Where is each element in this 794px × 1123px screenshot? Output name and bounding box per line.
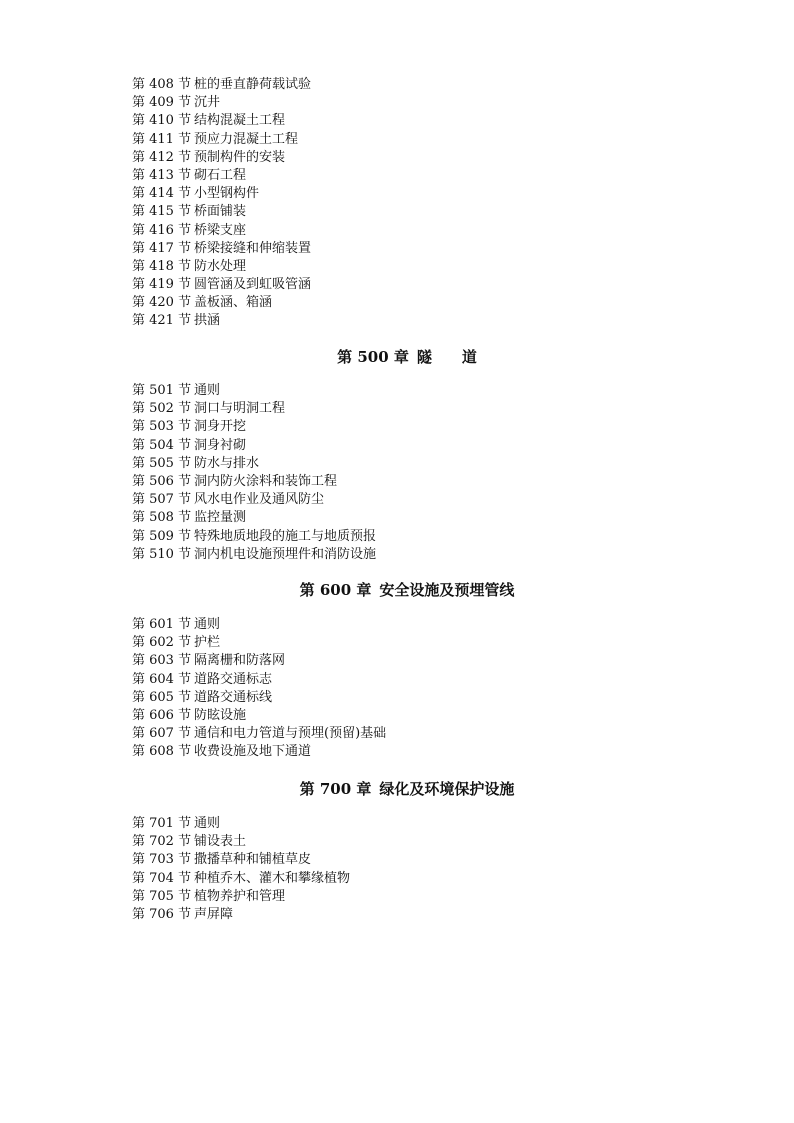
list-item bbox=[132, 546, 652, 564]
list-item bbox=[132, 725, 652, 743]
section-title: 洞身衬砌 bbox=[194, 437, 247, 453]
section-title: 拱涵 bbox=[194, 313, 221, 329]
section-title: 防眩设施 bbox=[194, 707, 247, 723]
section-number: 第 510 节 bbox=[132, 546, 192, 562]
list-item bbox=[132, 707, 652, 725]
list-item bbox=[132, 400, 652, 418]
list-item bbox=[132, 851, 652, 869]
list-item bbox=[132, 815, 652, 833]
section-list-500 bbox=[132, 382, 652, 564]
list-item bbox=[132, 276, 652, 294]
section-title: 沉井 bbox=[194, 95, 221, 111]
section-number: 第 505 节 bbox=[132, 455, 192, 471]
section-number: 第 418 节 bbox=[132, 258, 192, 274]
list-item bbox=[132, 418, 652, 436]
list-item bbox=[132, 312, 652, 330]
section-number: 第 607 节 bbox=[132, 726, 192, 742]
section-number: 第 701 节 bbox=[132, 816, 192, 831]
list-item bbox=[132, 616, 652, 634]
section-title: 特殊地质地段的施工与地质预报 bbox=[194, 528, 377, 544]
section-number: 第 417 节 bbox=[132, 240, 192, 256]
section-number: 第 603 节 bbox=[132, 653, 192, 669]
list-item bbox=[132, 167, 652, 185]
section-title: 预应力混凝土工程 bbox=[194, 131, 299, 147]
section-number: 第 706 节 bbox=[132, 906, 192, 922]
section-title: 道路交通标志 bbox=[194, 671, 273, 687]
section-number: 第 704 节 bbox=[132, 870, 192, 886]
section-title: 预制构件的安装 bbox=[194, 149, 286, 165]
section-title: 风水电作业及通风防尘 bbox=[194, 492, 325, 508]
section-title: 植物养护和管理 bbox=[194, 888, 286, 904]
list-item bbox=[132, 743, 652, 761]
section-title: 洞口与明洞工程 bbox=[194, 401, 286, 417]
section-title: 圆管涵及到虹吸管涵 bbox=[194, 277, 312, 293]
chapter-number: 第 500 章 bbox=[337, 348, 409, 366]
section-title: 洞内防火涂料和装饰工程 bbox=[194, 473, 338, 489]
section-title: 小型钢构件 bbox=[194, 186, 260, 202]
section-title: 防水与排水 bbox=[194, 455, 260, 471]
section-title: 撒播草种和铺植草皮 bbox=[194, 852, 312, 868]
section-title: 洞内机电设施预埋件和消防设施 bbox=[194, 546, 377, 562]
section-title: 结构混凝土工程 bbox=[194, 113, 286, 129]
list-item bbox=[132, 689, 652, 707]
section-number: 第 606 节 bbox=[132, 707, 192, 723]
chapter-title: 隧 道 bbox=[416, 348, 477, 366]
list-item bbox=[132, 94, 652, 112]
section-number: 第 501 节 bbox=[132, 383, 192, 398]
list-item bbox=[132, 76, 652, 94]
section-list-700 bbox=[132, 815, 652, 924]
section-number: 第 602 节 bbox=[132, 635, 192, 651]
section-title: 洞身开挖 bbox=[194, 419, 247, 435]
section-number: 第 420 节 bbox=[132, 295, 192, 311]
list-item bbox=[132, 528, 652, 546]
section-number: 第 416 节 bbox=[132, 222, 192, 238]
section-number: 第 504 节 bbox=[132, 437, 192, 453]
section-number: 第 605 节 bbox=[132, 689, 192, 705]
chapter-number: 第 600 章 bbox=[299, 581, 372, 599]
section-number: 第 702 节 bbox=[132, 834, 192, 850]
section-title: 防水处理 bbox=[194, 258, 247, 274]
chapter-heading-600 bbox=[132, 579, 682, 601]
list-item bbox=[132, 203, 652, 221]
list-item bbox=[132, 634, 652, 652]
list-item bbox=[132, 888, 652, 906]
chapter-heading-500 bbox=[132, 346, 682, 368]
chapter-title: 安全设施及预埋管线 bbox=[379, 581, 515, 599]
section-title: 砌石工程 bbox=[194, 167, 247, 183]
list-item bbox=[132, 491, 652, 509]
section-number: 第 412 节 bbox=[132, 149, 192, 165]
section-title: 收费设施及地下通道 bbox=[194, 744, 312, 760]
section-number: 第 604 节 bbox=[132, 671, 192, 687]
section-title: 监控量测 bbox=[194, 510, 247, 526]
section-title: 种植乔木、灌木和攀缘植物 bbox=[194, 870, 351, 886]
section-title: 道路交通标线 bbox=[194, 689, 273, 705]
section-number: 第 502 节 bbox=[132, 401, 192, 417]
section-number: 第 601 节 bbox=[132, 617, 192, 632]
chapter-heading-700 bbox=[132, 778, 682, 800]
section-number: 第 506 节 bbox=[132, 473, 192, 489]
list-item bbox=[132, 112, 652, 130]
section-number: 第 703 节 bbox=[132, 852, 192, 868]
section-number: 第 413 节 bbox=[132, 167, 192, 183]
section-number: 第 419 节 bbox=[132, 277, 192, 293]
section-number: 第 503 节 bbox=[132, 419, 192, 435]
section-title: 护栏 bbox=[194, 635, 221, 651]
section-title: 通则 bbox=[194, 383, 221, 398]
list-item bbox=[132, 473, 652, 491]
section-title: 声屏障 bbox=[194, 906, 234, 922]
list-item bbox=[132, 382, 652, 400]
section-title: 通则 bbox=[194, 617, 221, 632]
list-item bbox=[132, 437, 652, 455]
list-item bbox=[132, 149, 652, 167]
section-number: 第 507 节 bbox=[132, 492, 192, 508]
section-number: 第 509 节 bbox=[132, 528, 192, 544]
section-number: 第 508 节 bbox=[132, 510, 192, 526]
list-item bbox=[132, 671, 652, 689]
section-title: 隔离栅和防落网 bbox=[194, 653, 286, 669]
list-item bbox=[132, 870, 652, 888]
section-number: 第 705 节 bbox=[132, 888, 192, 904]
list-item bbox=[132, 833, 652, 851]
section-number: 第 411 节 bbox=[132, 131, 192, 147]
list-item bbox=[132, 652, 652, 670]
section-title: 铺设表土 bbox=[194, 834, 247, 850]
section-number: 第 408 节 bbox=[132, 77, 192, 92]
section-title: 桩的垂直静荷载试验 bbox=[194, 77, 312, 92]
section-number: 第 421 节 bbox=[132, 313, 192, 329]
list-item bbox=[132, 509, 652, 527]
section-list-400 bbox=[132, 76, 652, 331]
list-item bbox=[132, 294, 652, 312]
section-title: 通则 bbox=[194, 816, 221, 831]
section-title: 桥面铺装 bbox=[194, 204, 247, 220]
list-item bbox=[132, 185, 652, 203]
section-title: 通信和电力管道与预埋(预留)基础 bbox=[194, 726, 387, 742]
list-item bbox=[132, 131, 652, 149]
chapter-number: 第 700 章 bbox=[299, 780, 372, 798]
list-item bbox=[132, 222, 652, 240]
section-title: 桥梁支座 bbox=[194, 222, 247, 238]
section-title: 盖板涵、箱涵 bbox=[194, 295, 273, 311]
section-number: 第 415 节 bbox=[132, 204, 192, 220]
section-number: 第 608 节 bbox=[132, 744, 192, 760]
list-item bbox=[132, 258, 652, 276]
list-item bbox=[132, 455, 652, 473]
section-list-600 bbox=[132, 616, 652, 762]
list-item bbox=[132, 906, 652, 924]
section-title: 桥梁接缝和伸缩装置 bbox=[194, 240, 312, 256]
section-number: 第 414 节 bbox=[132, 186, 192, 202]
section-number: 第 410 节 bbox=[132, 113, 192, 129]
section-number: 第 409 节 bbox=[132, 95, 192, 111]
list-item bbox=[132, 240, 652, 258]
chapter-title: 绿化及环境保护设施 bbox=[379, 780, 515, 798]
